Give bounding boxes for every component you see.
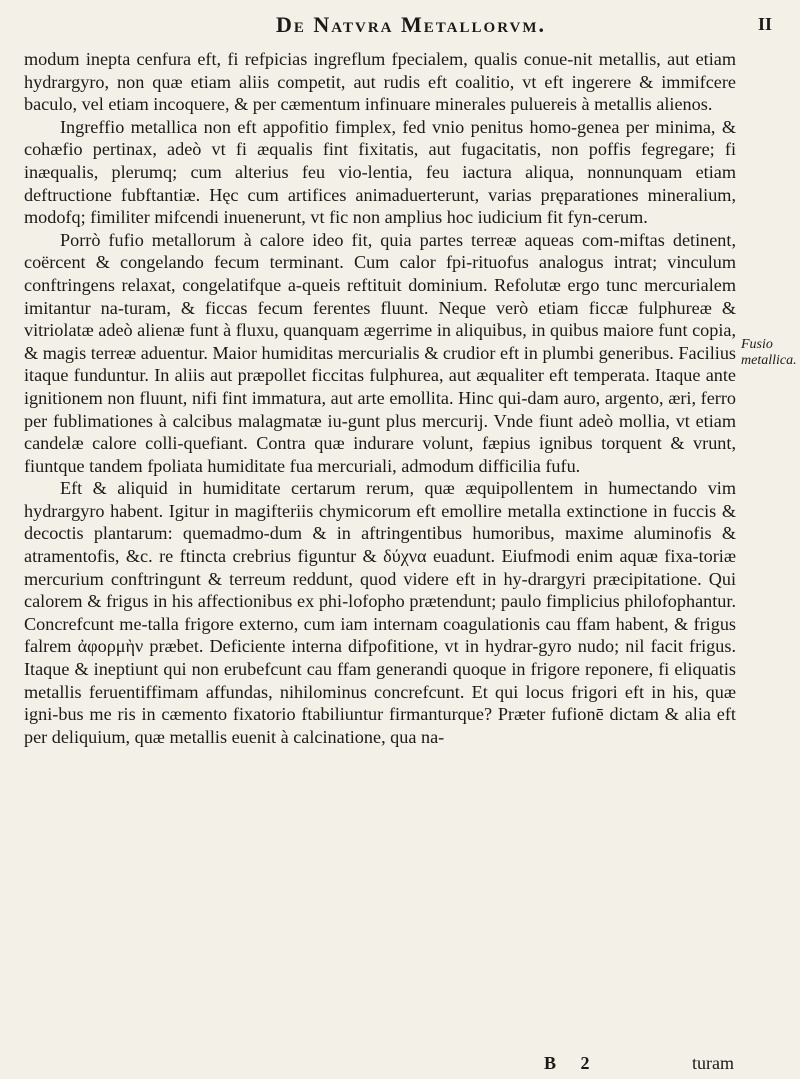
paragraph-4: Eft & aliquid in humiditate certarum rerum, quæ æquipollentem in humectando vim hydrargyro habent. Igitur in magifteriis chymicorum eft emollire metalla extinctione in fuccis & decoctis plantarum: quemadmo-dum & in aftringentibus humoribus, maxime aluminofis & atramentofis, &c. re ftincta crebrius figuntur & δύχνα euadunt. Eiufmodi enim aquæ fixa-toriæ mercurium conftringunt & terreum reddunt, quod videre eft in hy-drargyri præcipitatione. Qui calorem & frigus in his affectionibus ex phi-lofopho prætendunt; paulo fimplicius philofophantur. Concrefcunt me-talla frigore externo, cum iam internam coagulationis cau ffam habent, & frigus falrem ἀφορμὴν præbet. Deficiente interna difpofitione, vt in hydrar-gyro nudo; nil facit frigus. Itaque & ineptiunt qui non erubefcunt cau ffam generandi quoque in frigore reponere, fi eliquatis metallis feruentiffimam affundas, nihilominus concrefcunt. Et qui locus frigori eft in his, quæ igni-bus me ris in cæmento fixatorio ftabiliuntur firmanturque? Præter fufionē dictam & alia eft per deliquium, quæ metallis euenit à calcinatione, qua na- (24, 478, 736, 747)
paragraph-1: modum inepta cenfura eft, fi refpicias ingreflum fpecialem, qualis conue-nit metallis, aut etiam hydrargyro, non quæ etiam aliis competit, aut rudis eft coalitio, vt eft ingerere & immifcere baculo, vel etiam incoquere, & per cæmentum infinuare minerales puluereis à metallis alienos. (24, 49, 736, 115)
running-head: De Natvra Metallorvm. (276, 12, 546, 37)
body-text (24, 48, 736, 748)
page-footer (0, 1053, 800, 1077)
signature-mark: B 2 (544, 1053, 600, 1073)
catchword: turam (692, 1053, 734, 1073)
page-header (40, 12, 782, 46)
margin-note: Fusio metallica. (741, 337, 797, 368)
paragraph-2: Ingreffio metallica non eft appofitio fimplex, fed vnio penitus homo-genea per minima, & cohæfio pertinax, adeò vt fi æqualis fint fixitatis, aut fugacitatis, non poffis fegregare; fi inæqualis, plerumq; cum alterius feu vio-lentia, feu iactura aliqua, nonnunquam etiam deftructione fubftantiæ. Hęc cum artifices animaduerterunt, varias pręparationes mineralium, modofq; fimiliter mifcendi inuenerunt, vt fic non amplius hoc iudicium fit fyn-cerum. (24, 116, 736, 228)
paragraph-3: Porrò fufio metallorum à calore ideo fit, quia partes terreæ aqueas com-miftas detinent, coërcent & congelando fecum terminant. Cum calor fpi-rituofus analogus intrat; vinculum conftringens relaxat, congelatifque a-queis reftituit dominium. Refolutæ ergo tunc mercurialem imitantur na-turam, & ficcas fecum ferentes fluunt. Neque verò etiam ficcæ fulphureæ & vitriolatæ adeò alienæ funt à fluxu, quanquam ægerrime in aliquibus, in quibus maiore funt copia, & magis terreæ aduentur. Maior humiditas mercurialis & crudior eft in plumbi generibus. Facilius itaque funduntur. In aliis aut præpollet ficcitas fulphurea, aut æqualiter eft temperata. Itaque ante ignitionem non fluunt, nifi fint immatura, aut arte emollita. Hinc qui-dam auro, argento, æri, ferro per fublimationes à calcibus malagmatæ iu-gunt plus mercurij. Vnde fiunt adeò mollia, vt etiam candelæ calore colli-quefiant. Contra quæ indurare volunt, fæpius ignibus torquent & vrunt, fiuntque tandem fpoliata humiditate fua mercuriali, admodum difficilia fufu. (24, 229, 736, 476)
page-number: II (757, 14, 772, 34)
